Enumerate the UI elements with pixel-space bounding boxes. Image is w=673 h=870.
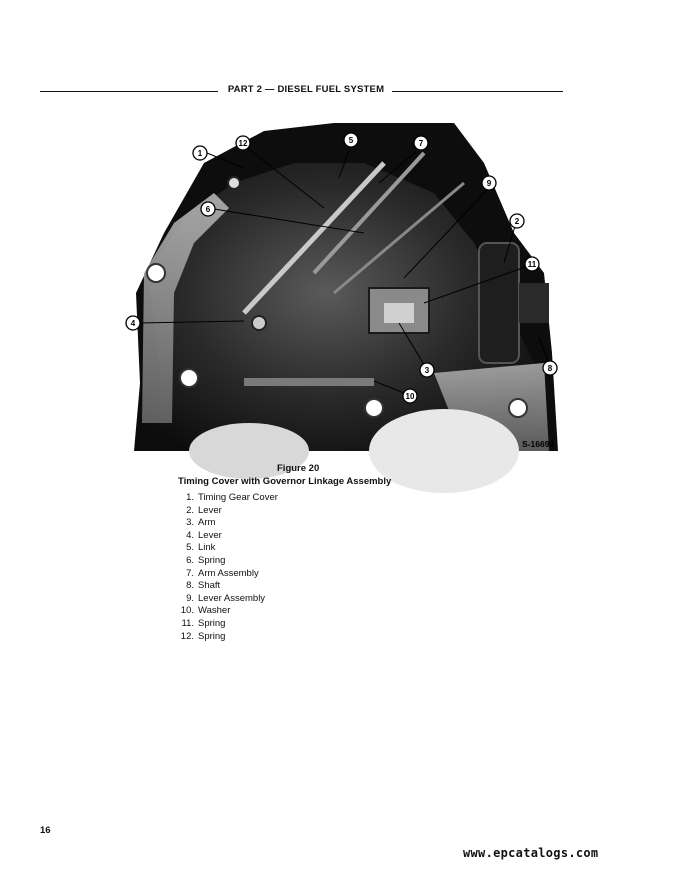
section-title: PART 2 — DIESEL FUEL SYSTEM xyxy=(227,84,385,95)
list-item xyxy=(174,505,278,518)
list-item xyxy=(174,530,278,543)
item-number: 4. xyxy=(186,529,194,541)
timing-cover-photo xyxy=(130,123,558,451)
figure-number: Figure 20 xyxy=(277,463,320,474)
callout-1 xyxy=(193,146,207,160)
callout-11 xyxy=(525,257,539,271)
callout-8 xyxy=(543,361,557,375)
watermark-link[interactable]: www.epcatalogs.com xyxy=(463,846,599,860)
header-rule-left xyxy=(40,91,218,92)
item-name: Link xyxy=(198,542,216,554)
svg-text:11: 11 xyxy=(527,260,537,269)
callout-3 xyxy=(420,363,434,377)
item-number: 8. xyxy=(186,580,194,592)
list-item xyxy=(174,568,278,581)
item-number: 1. xyxy=(186,492,194,503)
item-number: 5. xyxy=(186,542,194,554)
svg-text:5: 5 xyxy=(348,136,354,145)
callout-10 xyxy=(403,389,417,403)
svg-text:3: 3 xyxy=(424,366,430,375)
svg-text:8: 8 xyxy=(547,364,553,373)
svg-text:12: 12 xyxy=(238,139,248,148)
header-rule-right xyxy=(392,91,563,92)
item-name: Arm Assembly xyxy=(198,567,259,579)
item-number: 2. xyxy=(186,504,194,516)
list-item xyxy=(174,580,278,593)
callout-12 xyxy=(236,136,250,150)
item-name: Arm xyxy=(198,517,216,529)
svg-text:1: 1 xyxy=(197,149,203,158)
svg-text:4: 4 xyxy=(130,319,136,328)
item-number: 7. xyxy=(186,567,194,579)
item-name: Spring xyxy=(198,617,226,629)
parts-list xyxy=(174,492,278,643)
callout-2 xyxy=(510,214,524,228)
svg-text:2: 2 xyxy=(514,217,520,226)
item-name: Timing Gear Cover xyxy=(198,492,278,503)
svg-text:10: 10 xyxy=(405,392,415,401)
callout-4 xyxy=(126,316,140,330)
item-number: 10. xyxy=(180,605,194,617)
callout-7 xyxy=(414,136,428,150)
item-name: Shaft xyxy=(198,580,221,592)
item-number: 3. xyxy=(186,517,194,529)
svg-text:9: 9 xyxy=(486,179,492,188)
svg-text:6: 6 xyxy=(205,205,211,214)
list-item xyxy=(174,593,278,606)
image-code: S-16693 xyxy=(522,439,555,449)
page-number: 16 xyxy=(40,825,51,836)
item-name: Lever xyxy=(198,504,222,516)
item-number: 9. xyxy=(186,592,194,604)
list-item xyxy=(174,605,278,618)
callout-9 xyxy=(482,176,496,190)
item-number: 6. xyxy=(186,554,194,566)
list-item xyxy=(174,555,278,568)
figure-caption: Timing Cover with Governor Linkage Assembly xyxy=(178,476,392,487)
item-name: Lever Assembly xyxy=(198,592,266,604)
callout-5 xyxy=(344,133,358,147)
list-item xyxy=(174,631,278,644)
svg-text:7: 7 xyxy=(418,139,424,148)
item-name: Spring xyxy=(198,630,226,642)
item-number: 12. xyxy=(180,630,194,642)
list-item xyxy=(174,618,278,631)
item-name: Lever xyxy=(198,529,222,541)
list-item xyxy=(174,517,278,530)
list-item xyxy=(174,492,278,505)
item-name: Spring xyxy=(198,554,226,566)
callout-6 xyxy=(201,202,215,216)
list-item xyxy=(174,542,278,555)
item-number: 11. xyxy=(181,617,194,629)
item-name: Washer xyxy=(198,605,231,617)
